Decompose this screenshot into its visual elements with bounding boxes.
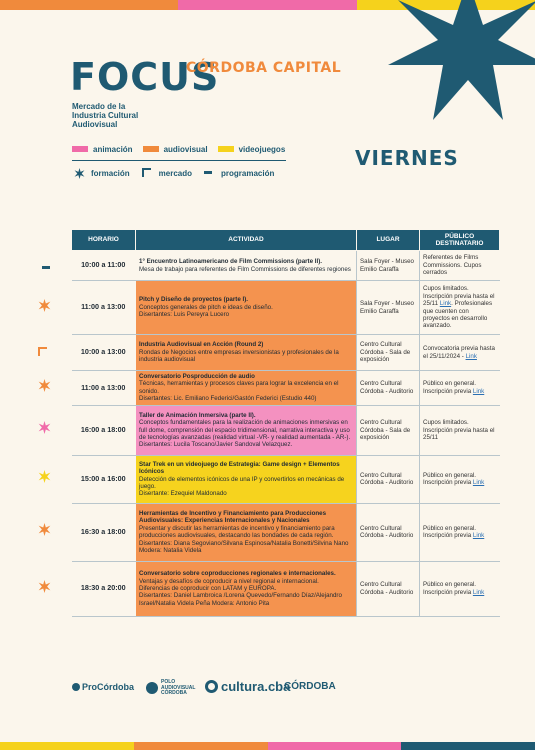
legend-animacion: animación <box>72 145 133 154</box>
registration-link[interactable]: Link <box>472 387 485 395</box>
star-icon <box>72 167 86 179</box>
registration-link[interactable]: Link <box>472 532 485 540</box>
star-icon <box>38 421 51 439</box>
table-row <box>72 405 500 455</box>
row-audience: Público en general. Inscripción previa Link <box>420 371 500 406</box>
corner-bracket-icon <box>140 167 154 179</box>
row-location: Centro Cultural Córdoba - Sala de exposición <box>357 405 420 455</box>
day-heading: VIERNES <box>355 146 459 170</box>
activity-title: Conversatorio Posproducción de audio <box>139 373 255 380</box>
activity-description: Ventajas y desafíos de coproducir a nivel regional e internacional. Diferencias de coproducir con LATAM y EUROPA. Disertantes: Daniel Lambroica /Lorena Quevedo/Fernando Díaz/Alejandro Israel/Natalia Videla Peña Modera: Antonio Pita <box>139 577 342 607</box>
brand-title: FOCUS <box>70 55 220 99</box>
header-publico: PÚBLICO DESTINATARIO <box>420 230 500 251</box>
activity-title: 1° Encuentro Latinoamericano de Film Commissions (parte II). <box>139 258 322 266</box>
row-time: 10:00 a 13:00 <box>72 335 136 371</box>
row-audience: Convocatoria previa hasta el 25/11/2024 - Link <box>420 335 500 371</box>
table-row <box>72 503 500 561</box>
activity-description: Presentar y discutir las herramientas de incentivo y financiamiento para producciones audiovisuales, destacando las bondades de cada región. Disertantes: Diana Segoviano/Silvana Espinosa/Natalia Bonetti/Silvina Nano Modera: Natalia Videla <box>139 524 349 555</box>
star-icon <box>38 580 51 598</box>
dash-icon <box>202 167 216 179</box>
legend <box>72 143 286 179</box>
header-actividad: ACTIVIDAD <box>136 230 357 251</box>
star-icon <box>38 299 51 317</box>
brand-city: CÓRDOBA CAPITAL <box>186 60 342 76</box>
legend-audiovisual: audiovisual <box>143 145 208 154</box>
row-activity <box>136 455 357 503</box>
table-row <box>72 561 500 616</box>
header-lugar: LUGAR <box>357 230 420 251</box>
row-location: Centro Cultural Córdoba - Auditorio <box>357 561 420 616</box>
activity-title: Herramientas de Incentivo y Financiamiento para Producciones Audiovisuales: Experiencias Internacionales y Nacionales <box>139 509 327 525</box>
brand-subtitle: Mercado de la Industria Cultural Audiovisual <box>72 102 139 130</box>
row-time: 16:30 a 18:00 <box>72 503 136 561</box>
header-horario: HORARIO <box>72 230 136 251</box>
decorative-star-icon <box>388 0 535 120</box>
row-time: 10:00 a 11:00 <box>72 251 136 281</box>
row-audience: Cupos limitados. Inscripción previa hasta el 25/11 Link. Profesionales que cuenten con proyectos en desarrollo avanzado. <box>420 281 500 335</box>
row-time: 11:00 a 13:00 <box>72 281 136 335</box>
row-location: Sala Foyer - Museo Emilio Caraffa <box>357 281 420 335</box>
legend-programacion: programación <box>202 167 274 179</box>
sponsor-cultura: cultura.cba <box>205 679 290 694</box>
row-audience: Público en general. Inscripción previa Link <box>420 503 500 561</box>
row-audience: Referentes de Films Commissions. Cupos cerrados <box>420 251 500 281</box>
row-location: Centro Cultural Córdoba - Sala de exposición <box>357 335 420 371</box>
row-time: 11:00 a 13:00 <box>72 371 136 406</box>
row-location: Sala Foyer - Museo Emilio Caraffa <box>357 251 420 281</box>
row-location: Centro Cultural Córdoba - Auditorio <box>357 503 420 561</box>
sponsor-procordoba: ProCórdoba <box>72 682 134 692</box>
activity-description: Conceptos generales de pitch e ideas de diseño. Disertantes: Luis Pereyra Lucero <box>139 303 273 319</box>
activity-description: Mesa de trabajo para referentes de Film Commissions de diferentes regiones <box>139 265 351 273</box>
table-row <box>72 371 500 406</box>
bottom-color-bar <box>0 742 535 750</box>
row-activity <box>136 251 357 281</box>
legend-formacion: formación <box>72 167 130 179</box>
table-row <box>72 251 500 281</box>
row-activity <box>136 335 357 371</box>
star-icon <box>38 379 51 397</box>
row-activity <box>136 561 357 616</box>
activity-title: Star Trek en un videojuego de Estrategia: Game design + Elementos Icónicos <box>139 460 340 476</box>
row-activity <box>136 503 357 561</box>
row-time: 15:00 a 16:00 <box>72 455 136 503</box>
activity-description: Conceptos fundamentales para la realización de animaciones inmersivas en full dome, comprensión del espacio tridimensional, narrativa interactiva y uso de tecnologías avanzadas (realidad virtual -VR- y realidad aumentada - AR-). Disertantes: Lucila Toscano/Javier Sandoval Velazquez. <box>139 419 351 449</box>
sponsor-polo: POLO AUDIOVISUAL CÓRDOBA <box>146 680 196 697</box>
dash-icon <box>42 257 50 275</box>
row-audience: Cupos limitados. Inscripción previa hasta el 25/11 <box>420 405 500 455</box>
row-location: Centro Cultural Córdoba - Auditorio <box>357 455 420 503</box>
row-time: 18:30 a 20:00 <box>72 561 136 616</box>
table-header-row <box>72 230 500 251</box>
activity-title: Industria Audiovisual en Acción (Round 2) <box>139 341 264 349</box>
star-icon <box>38 470 51 488</box>
sponsor-cordoba: CÓRDOBA <box>284 681 336 692</box>
star-icon <box>38 523 51 541</box>
row-audience: Público en general. Inscripción previa Link <box>420 455 500 503</box>
activity-description: Técnicas, herramientas y procesos claves para lograr la excelencia en el sonido. Disertantes: Lic. Emiliano Federici/Gastón Federici (Estudio 440) <box>139 380 339 403</box>
corner-bracket-icon <box>38 344 48 362</box>
activity-description: Rondas de Negocios entre empresas inversionistas y profesionales de la industria audiovisual <box>139 348 339 364</box>
legend-videojuegos: videojuegos <box>218 145 286 154</box>
table-row <box>72 455 500 503</box>
registration-link[interactable]: Link <box>472 479 485 487</box>
activity-description: Detección de elementos icónicos de una IP y convertirlos en mecánicas de juego. Disertante: Ezequiel Maldonado <box>139 475 345 498</box>
row-time: 16:00 a 18:00 <box>72 405 136 455</box>
table-row <box>72 335 500 371</box>
table-row <box>72 281 500 335</box>
registration-link[interactable]: Link <box>472 588 485 596</box>
activity-title: Pitch y Diseño de proyectos (parte I). <box>139 296 248 304</box>
activity-title: Taller de Animación Inmersiva (parte II). <box>139 411 256 419</box>
row-activity <box>136 281 357 335</box>
sponsors-bar <box>0 676 535 706</box>
activity-title: Conversatorio sobre coproducciones regionales e internacionales. <box>139 570 336 578</box>
schedule-table <box>71 229 500 617</box>
row-activity <box>136 405 357 455</box>
legend-mercado: mercado <box>140 167 192 179</box>
registration-link[interactable]: Link <box>465 352 477 360</box>
registration-link[interactable]: Link <box>439 300 452 308</box>
row-audience: Público en general. Inscripción previa Link <box>420 561 500 616</box>
row-activity <box>136 371 357 406</box>
row-location: Centro Cultural Córdoba - Auditorio <box>357 371 420 406</box>
